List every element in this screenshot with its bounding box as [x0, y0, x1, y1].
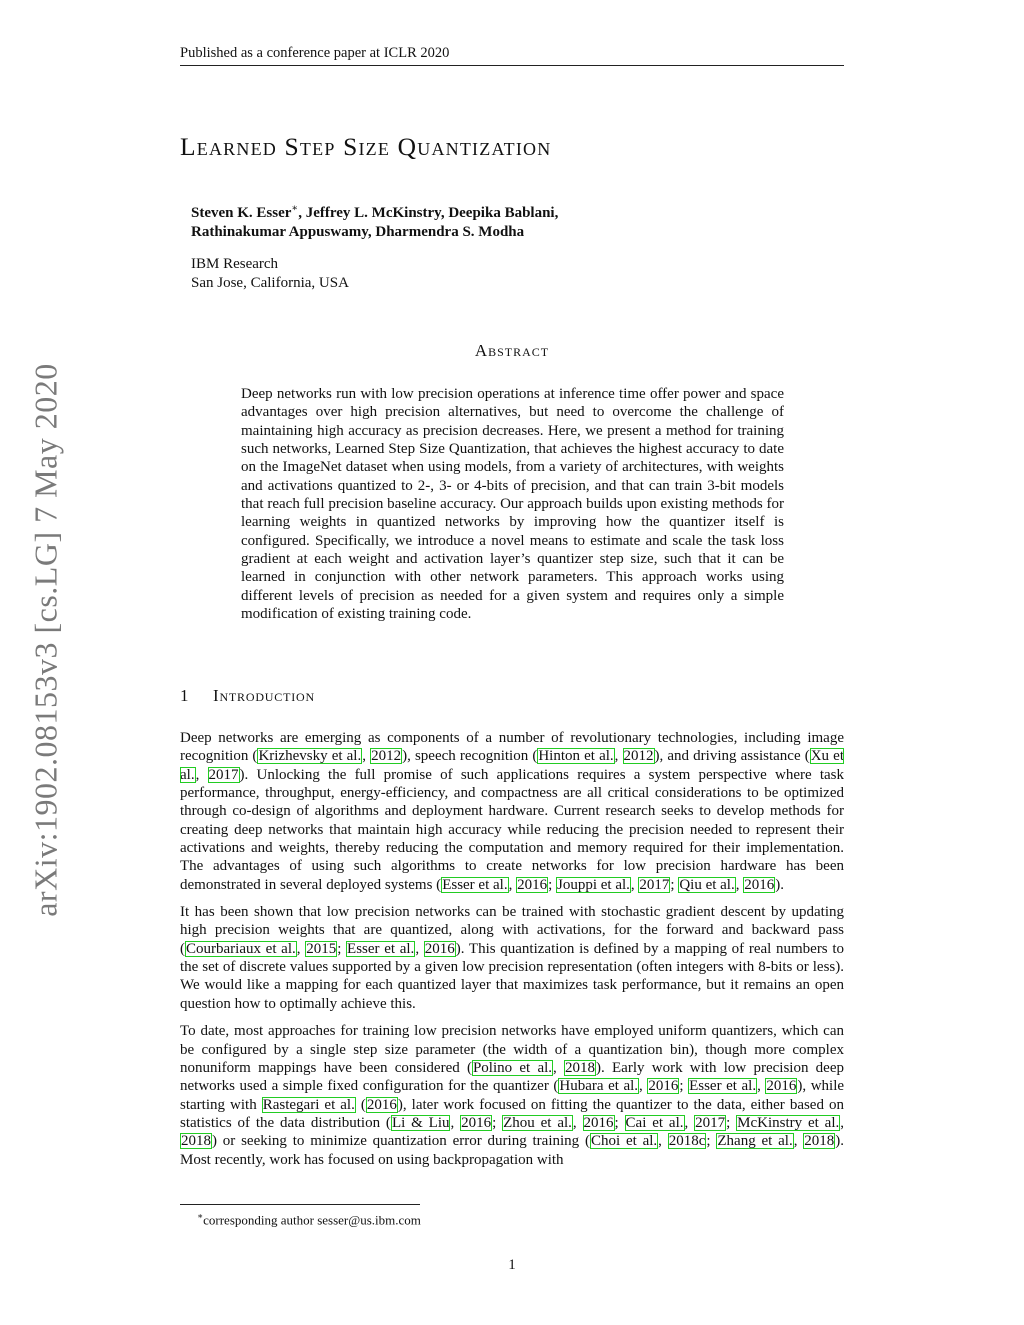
introduction-body	[180, 729, 844, 1178]
arxiv-stamp-text: arXiv:1902.08153v3 [cs.LG] 7 May 2020	[27, 363, 64, 917]
paragraph	[180, 1022, 844, 1169]
citation-link[interactable]: 2016	[461, 1114, 492, 1131]
abstract-heading: Abstract	[474, 341, 550, 360]
section-title: Introduction	[213, 686, 315, 705]
citation-link[interactable]: 2015	[306, 940, 337, 957]
citation-link[interactable]: 2017	[695, 1114, 726, 1131]
citation-link[interactable]: 2017	[208, 766, 239, 783]
paragraph-text: ;	[670, 876, 679, 893]
author-first: Steven K. Esser	[191, 205, 292, 221]
paragraph-text: ), speech recognition (	[402, 748, 538, 765]
footnote-text: corresponding author sesser@us.ibm.com	[203, 1212, 421, 1228]
paragraph	[180, 903, 844, 1013]
paragraph-text: ,	[684, 1114, 695, 1131]
footnote	[197, 1208, 421, 1228]
citation-link[interactable]: 2018	[804, 1133, 835, 1150]
paragraph-text: ;	[679, 1078, 689, 1095]
citation-link[interactable]: Esser et al.	[689, 1078, 757, 1095]
paragraph-text: ,	[508, 876, 517, 893]
affiliation-org: IBM Research	[191, 256, 279, 272]
citation-link[interactable]: Qiu et al.	[679, 876, 735, 893]
paragraph-text: ,	[735, 876, 744, 893]
paragraph-text: ,	[362, 748, 371, 765]
affiliation	[191, 255, 591, 292]
section-number: 1	[180, 686, 190, 705]
citation-link[interactable]: 2016	[648, 1078, 679, 1095]
footnote-marker[interactable]: ∗	[291, 203, 299, 214]
citation-link[interactable]: Rastegari et al.	[262, 1096, 355, 1113]
paragraph-text: ). Unlocking the full promise of such applications requires a system perspective where task performance, throughput, energy-efficiency, and compactness are all critical considerations to be optimized through co-design of algorithms and deployment hardware. Current research seeks to develop methods for creating deep networks that maintain high accuracy while reducing the precision needed to represent their activations and weights, thereby reducing the computation and memory required for their implementation. The advantages of using such algorithms to create networks for low precision hardware has been demonstrated in several deployed systems (	[180, 766, 845, 893]
paragraph-text: ), later work focused on fitting the quantizer to the data, either based on statistics of the data distribution (	[180, 1096, 845, 1131]
paragraph-text: ,	[658, 1133, 668, 1150]
paragraph-text: It has been shown that low precision networks can be trained with stochastic gradient descent by updating high precision weights that are quantized, along with activations, for the forward and backward pass (	[180, 904, 844, 957]
citation-link[interactable]: 2016	[424, 940, 455, 957]
citation-link[interactable]: Esser et al.	[442, 876, 508, 893]
paragraph-text: (	[355, 1096, 366, 1113]
citation-link[interactable]: 2016	[766, 1078, 797, 1095]
paragraph-text: To date, most approaches for training low precision networks have employed uniform quantizers, which can be configured by a single step size parameter (the width of a quantization bin), though more complex nonuniform mappings have been considered (	[180, 1023, 844, 1076]
paragraph-text: Deep networks are emerging as components of a number of revolutionary technologies, including image recognition (	[180, 730, 844, 765]
paragraph-text: ,	[572, 1114, 583, 1131]
paragraph-text: ). This quantization is defined by a mapping of real numbers to the set of discrete values supported by a given low precision representation (often integers with 8-bits or less). We would like a mapping for each quantized layer that maximizes task performance, but it remains an open question how to optimally achieve this.	[180, 940, 845, 1012]
citation-link[interactable]: Hinton et al.	[538, 748, 614, 765]
paragraph-text: ,	[296, 940, 306, 957]
paragraph	[180, 729, 844, 894]
affiliation-location: San Jose, California, USA	[191, 274, 349, 291]
paragraph-text: ;	[548, 876, 556, 893]
citation-link[interactable]: 2012	[623, 748, 654, 765]
citation-link[interactable]: Cai et al.	[625, 1114, 684, 1131]
citation-link[interactable]: Zhang et al.	[717, 1133, 793, 1150]
paragraph-text: ) or seeking to minimize quantization error during training (	[212, 1133, 590, 1150]
running-header: Published as a conference paper at ICLR 2020	[180, 44, 844, 66]
paragraph-text: ;	[492, 1114, 503, 1131]
citation-link[interactable]: 2018	[565, 1059, 596, 1076]
citation-link[interactable]: Polino et al.	[472, 1059, 553, 1076]
citation-link[interactable]: Choi et al.	[590, 1133, 658, 1150]
paragraph-text: ). Early work with low precision deep networks used a simple fixed configuration for the quantizer (	[180, 1059, 844, 1095]
paragraph-text: ,	[195, 766, 208, 783]
citation-link[interactable]: Xu et al.	[180, 748, 844, 783]
paragraph-text: ,	[639, 1078, 648, 1095]
footnote-divider	[180, 1204, 420, 1205]
page-number: 1	[508, 1257, 516, 1273]
citation-link[interactable]: 2017	[639, 876, 670, 893]
paragraph-text: ).	[775, 876, 784, 893]
citation-link[interactable]: Jouppi et al.	[557, 876, 630, 893]
citation-link[interactable]: Esser et al.	[347, 940, 415, 957]
paragraph-text: ;	[706, 1133, 717, 1150]
citation-link[interactable]: Li & Liu	[391, 1114, 450, 1131]
authors-rest-line1: , Jeffrey L. McKinstry, Deepika Bablani,	[298, 205, 559, 221]
paragraph-text: ), and driving assistance (	[654, 748, 810, 765]
citation-link[interactable]: 2018	[181, 1133, 211, 1150]
citation-link[interactable]: McKinstry et al.	[737, 1114, 840, 1131]
citation-link[interactable]: Courbariaux et al.	[186, 940, 296, 957]
paragraph-text: ;	[614, 1114, 625, 1131]
section-heading	[180, 686, 315, 706]
paragraph-text: ;	[337, 940, 347, 957]
paragraph-text: ,	[614, 748, 623, 765]
citation-link[interactable]: 2016	[366, 1096, 397, 1113]
citation-link[interactable]: 2018c	[668, 1133, 706, 1150]
citation-link[interactable]: Zhou et al.	[503, 1114, 572, 1131]
paragraph-text: ,	[793, 1133, 804, 1150]
paragraph-text: ,	[553, 1059, 565, 1076]
paragraph-text: ), while starting with	[180, 1078, 845, 1113]
paragraph-text: ). Most recently, work has focused on using backpropagation with	[180, 1133, 845, 1168]
citation-link[interactable]: 2016	[744, 876, 775, 893]
author-list	[191, 200, 791, 241]
paragraph-text: ,	[415, 940, 424, 957]
abstract-text: Deep networks run with low precision operations at inference time offer power and space advantages over high precision alternatives, but need to overcome the challenge of maintaining high accuracy as precision decreases. Here, we present a method for training such networks, Learned Step Size Quantization, that achieves the highest accuracy to date on the ImageNet dataset when using models, from a variety of architectures, with weights and activations quantized to 2-, 3- or 4-bits of precision, and that can train 3-bit models that reach full precision baseline accuracy. Our approach builds upon existing methods for learning weights in quantized networks by improving how the quantizer itself is configured. Specifically, we introduce a novel means to estimate and scale the task loss gradient at each weight and activation layer’s quantizer step size, such that it can be learned in conjunction with other network parameters. This approach works using different levels of precision as needed for a given system and requires only a simple modification of existing training code.	[241, 386, 784, 623]
footnote-mark: ∗	[197, 1211, 204, 1221]
citation-link[interactable]: Krizhevsky et al.	[258, 748, 362, 765]
citation-link[interactable]: 2016	[517, 876, 548, 893]
paper-title: Learned Step Size Quantization	[180, 132, 552, 161]
citation-link[interactable]: Hubara et al.	[559, 1078, 639, 1095]
paragraph-text: ;	[726, 1114, 737, 1131]
citation-link[interactable]: 2012	[371, 748, 402, 765]
paragraph-text: ,	[757, 1078, 766, 1095]
authors-line2: Rathinakumar Appuswamy, Dharmendra S. Modha	[191, 223, 525, 240]
citation-link[interactable]: 2016	[583, 1114, 614, 1131]
paragraph-text: ,	[630, 876, 639, 893]
paragraph-text: ,	[840, 1114, 845, 1131]
paragraph-text: ,	[450, 1114, 461, 1131]
